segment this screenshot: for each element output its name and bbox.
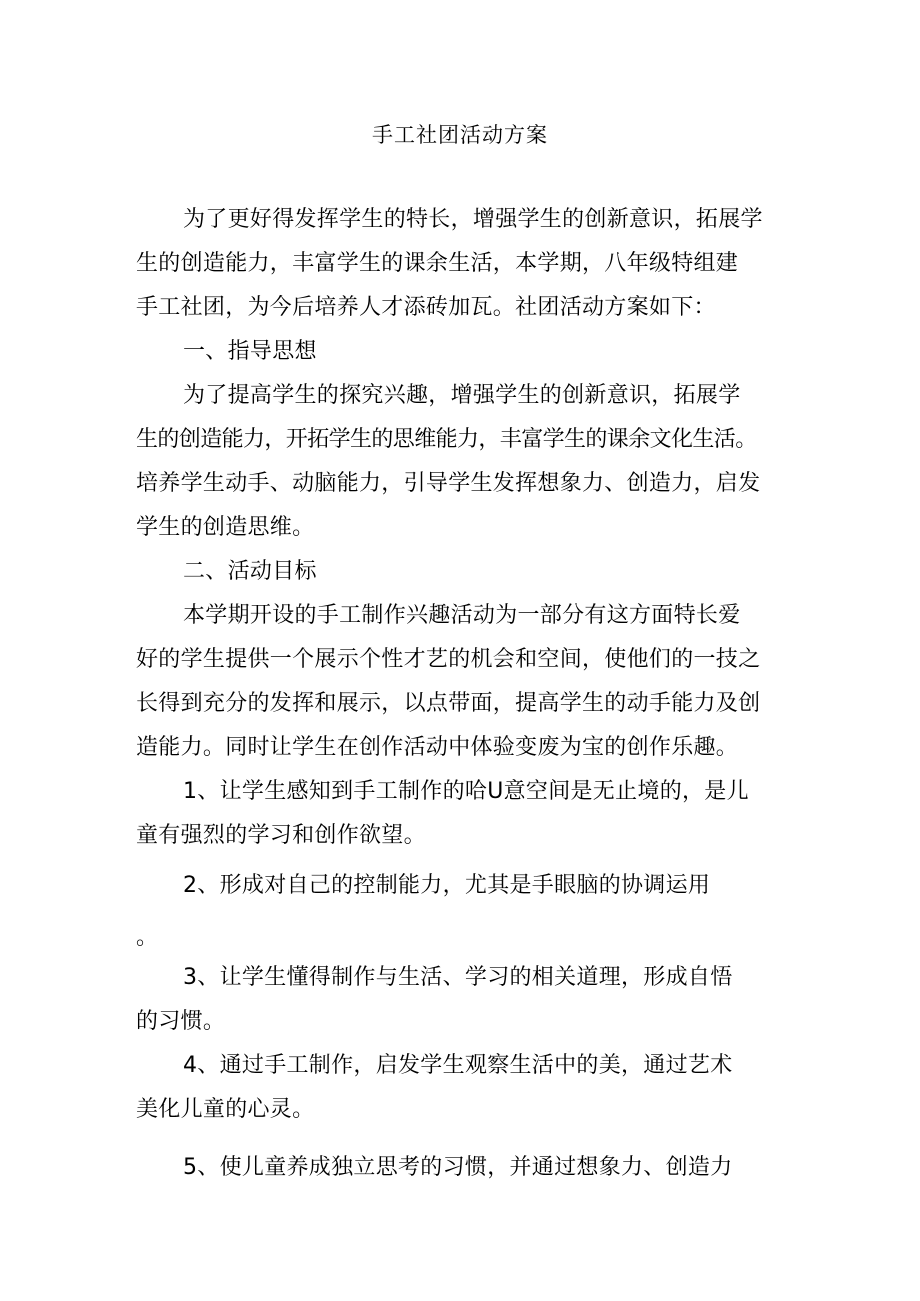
list-item-continuation: 美化儿童的心灵。: [136, 1097, 315, 1122]
list-item-continuation: 的习惯。: [136, 1009, 226, 1034]
list-item-continuation: 。: [136, 925, 159, 950]
paragraph-line: 本学期开设的手工制作兴趣活动为一部分有这方面特长爱: [183, 603, 741, 628]
section-heading: 一、指导思想: [183, 339, 317, 364]
paragraph-line: 好的学生提供一个展示个性才艺的机会和空间，使他们的一技之: [136, 647, 761, 672]
paragraph-line: 培养学生动手、动脑能力，引导学生发挥想象力、创造力，启发: [136, 471, 761, 496]
paragraph-line: 生的创造能力，开拓学生的思维能力，丰富学生的课余文化生活。: [136, 427, 757, 452]
paragraph-line: 手工社团，为今后培养人才添砖加瓦。社团活动方案如下：: [136, 295, 716, 320]
list-item: 2、形成对自己的控制能力，尤其是手眼脑的协调运用: [183, 873, 711, 898]
list-item-continuation: 童有强烈的学习和创作欲望。: [136, 823, 426, 848]
paragraph-line: 长得到充分的发挥和展示，以点带面，提高学生的动手能力及创: [136, 691, 761, 716]
list-item: 3、让学生懂得制作与生活、学习的相关道理，形成自悟: [183, 965, 733, 990]
paragraph-line: 为了提高学生的探究兴趣，增强学生的创新意识，拓展学: [183, 383, 741, 408]
list-item: 1、让学生感知到手工制作的哈U意空间是无止境的，是儿: [183, 779, 749, 804]
paragraph-line: 生的创造能力，丰富学生的课余生活，本学期，八年级特组建: [136, 251, 739, 276]
list-item: 4、通过手工制作，启发学生观察生活中的美，通过艺术: [183, 1053, 733, 1078]
paragraph-line: 学生的创造思维。: [136, 515, 315, 540]
section-heading: 二、活动目标: [183, 559, 317, 584]
document-title: 手工社团活动方案: [372, 123, 548, 147]
paragraph-line: 造能力。同时让学生在创作活动中体验变废为宝的创作乐趣。: [136, 735, 739, 760]
paragraph-line: 为了更好得发挥学生的特长，增强学生的创新意识，拓展学: [183, 207, 763, 232]
list-item: 5、使儿童养成独立思考的习惯，并通过想象力、创造力: [183, 1155, 733, 1180]
